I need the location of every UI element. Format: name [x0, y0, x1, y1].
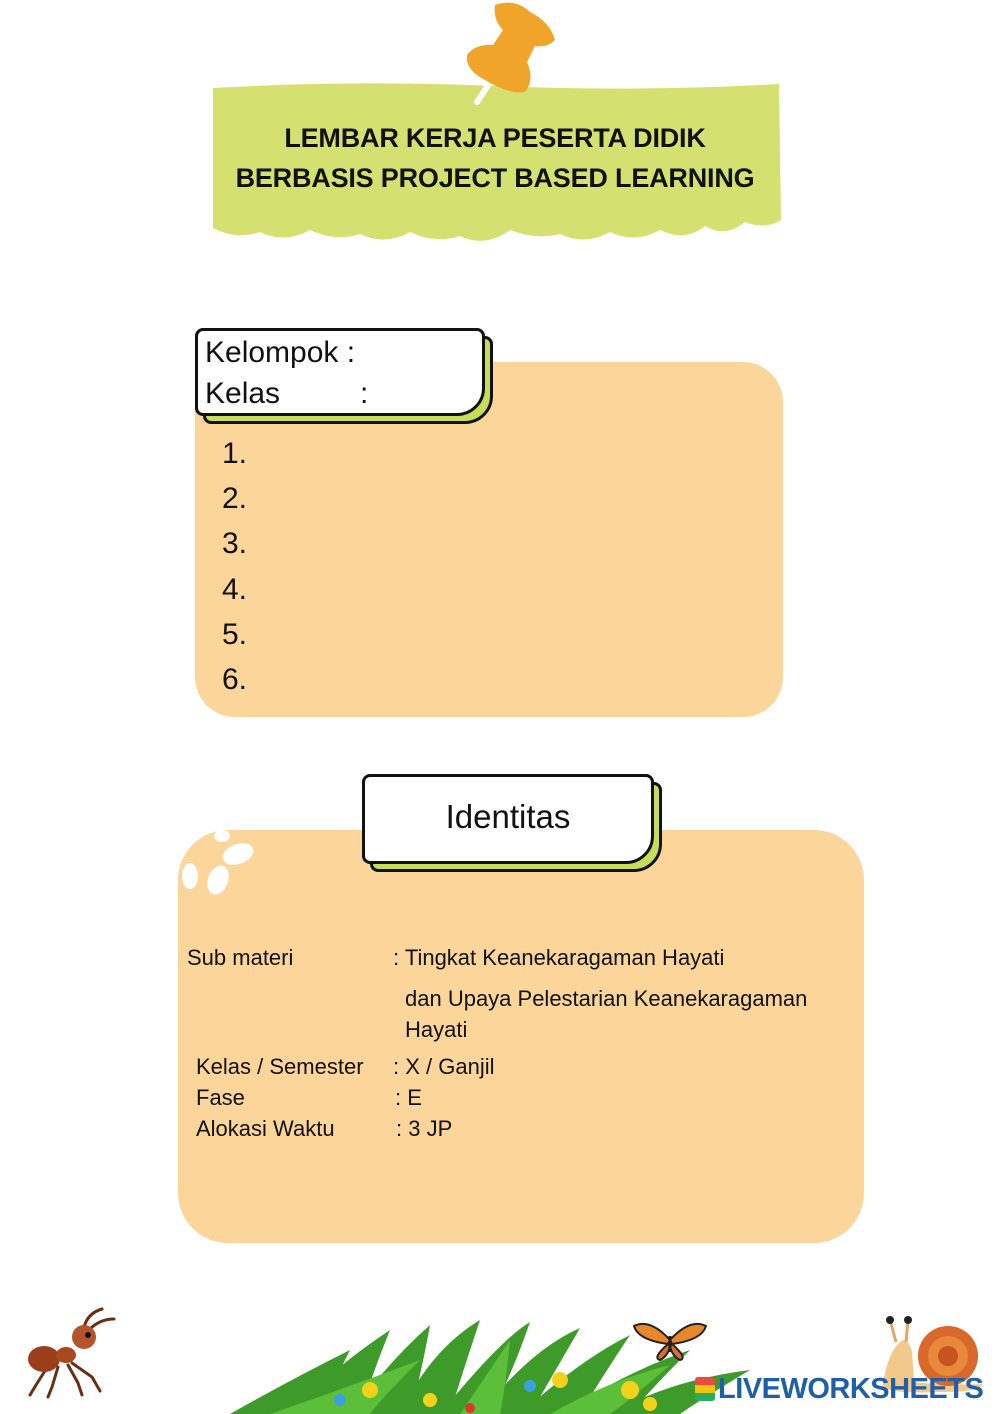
brand-text: LIVEWORKSHEETS	[718, 1373, 984, 1405]
push-pin-icon	[455, 0, 565, 110]
fase-label: Fase	[196, 1085, 245, 1110]
butterfly-icon	[630, 1318, 710, 1363]
liveworksheets-brand[interactable]	[695, 1372, 983, 1406]
sub-materi-label: Sub materi	[187, 945, 294, 970]
sub-materi-value-line1: : Tingkat Keanekaragaman Hayati	[393, 945, 725, 970]
sub-materi-value-line3: Hayati	[405, 1017, 468, 1042]
member-item-5: 5.	[222, 618, 248, 651]
member-item-2: 2.	[222, 482, 248, 515]
member-item-6: 6.	[222, 663, 248, 696]
member-item-4: 4.	[222, 573, 248, 606]
flower-decoration-icon	[178, 826, 258, 896]
kelas-colon: :	[360, 377, 369, 410]
identity-title: Identitas	[445, 798, 571, 835]
sub-materi-value-line2: dan Upaya Pelestarian Keanekaragaman	[405, 986, 808, 1011]
kelas-semester-value: : X / Ganjil	[393, 1054, 495, 1079]
liveworksheets-logo-icon	[695, 1377, 715, 1401]
member-item-1: 1.	[222, 437, 248, 470]
worksheet-title	[205, 118, 785, 198]
kelompok-label: Kelompok :	[205, 336, 356, 369]
alokasi-waktu-value: : 3 JP	[396, 1116, 453, 1141]
ant-icon	[22, 1305, 122, 1400]
fase-value: : E	[395, 1085, 422, 1110]
title-line-2: BERBASIS PROJECT BASED LEARNING	[235, 163, 755, 193]
title-line-1: LEMBAR KERJA PESERTA DIDIK	[284, 123, 706, 153]
kelas-semester-label: Kelas / Semester	[196, 1054, 364, 1079]
kelas-label: Kelas	[205, 377, 281, 410]
alokasi-waktu-label: Alokasi Waktu	[196, 1116, 335, 1141]
identity-box	[178, 830, 864, 1243]
member-item-3: 3.	[222, 527, 248, 560]
kelas-label-row	[205, 374, 405, 414]
